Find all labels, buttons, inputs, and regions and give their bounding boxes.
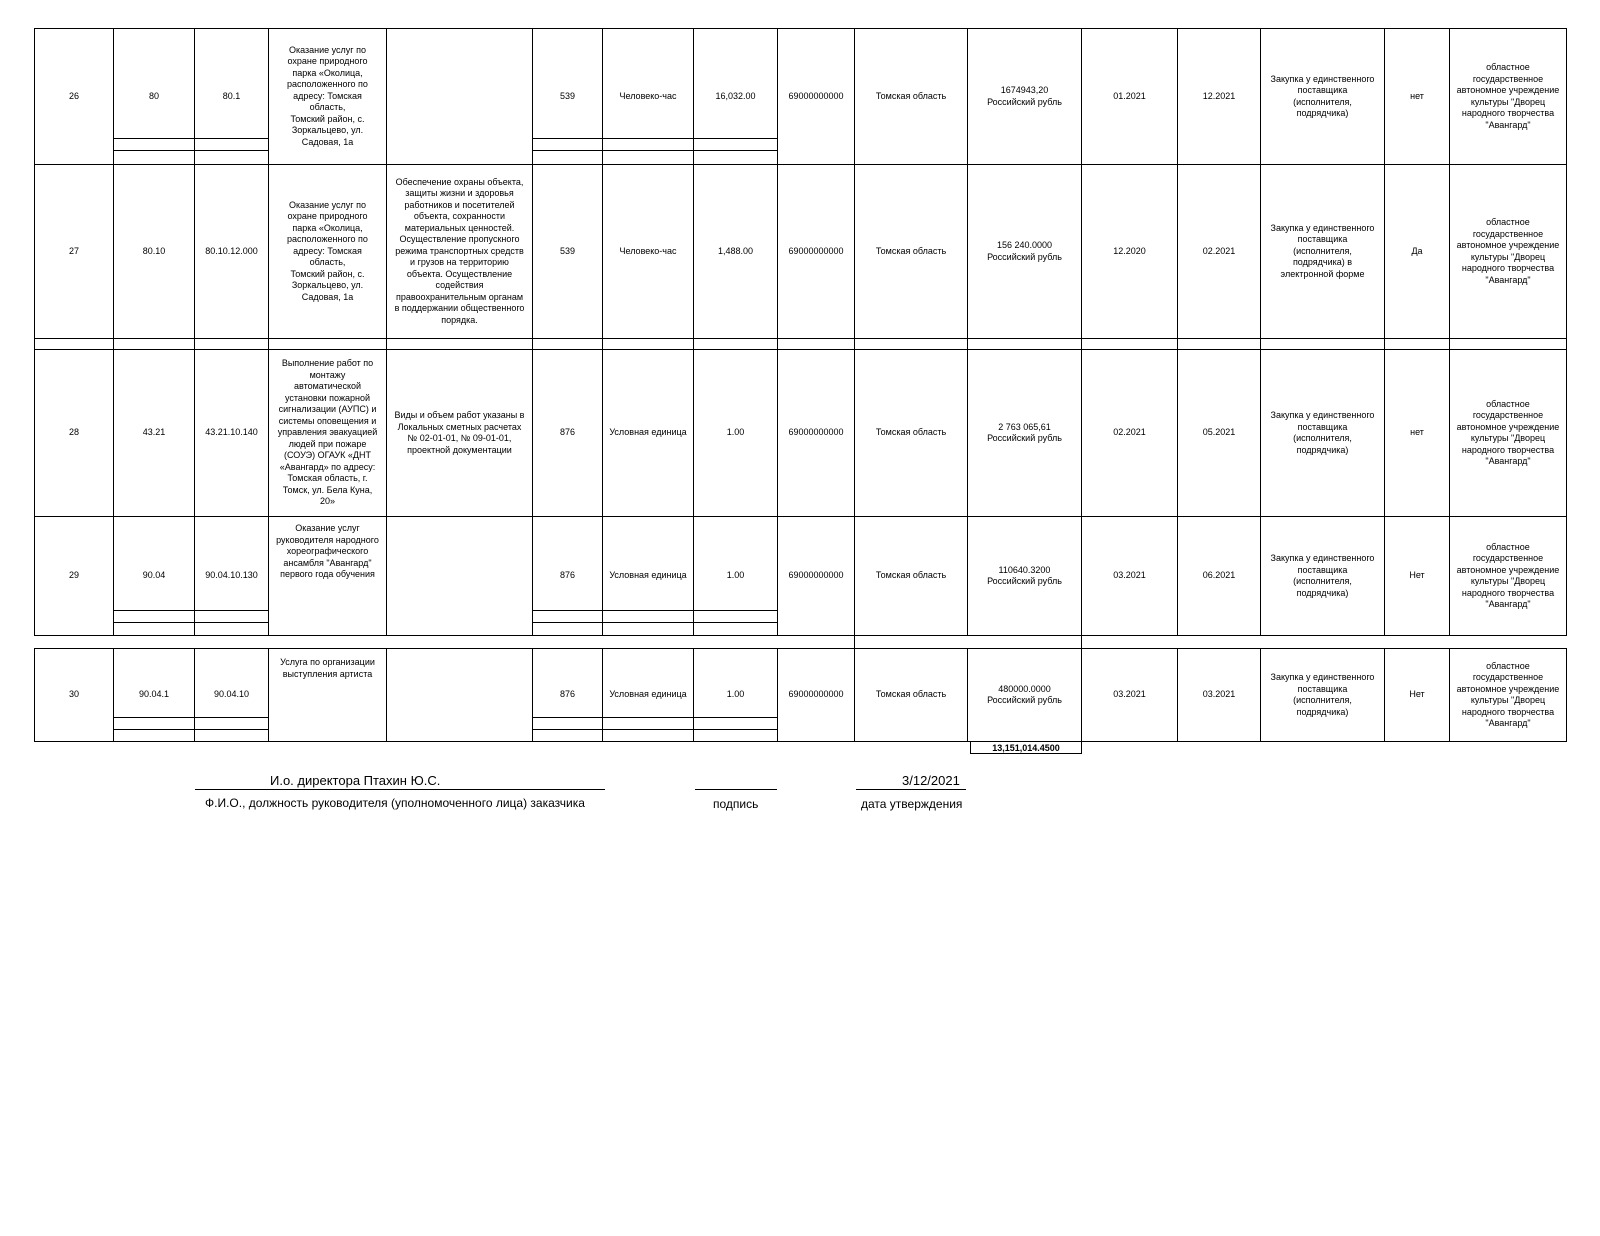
sub-row-line bbox=[693, 729, 777, 730]
separator-cell bbox=[854, 338, 968, 350]
purchase-method: Закупка у единственного поставщика (исполнителя, подрядчика) bbox=[1260, 648, 1385, 742]
purchase-method: Закупка у единственного поставщика (исполнителя, подрядчика) в электронной форме bbox=[1260, 164, 1385, 339]
separator-cell bbox=[967, 338, 1082, 350]
separator-cell bbox=[1177, 338, 1261, 350]
sub-row-line bbox=[113, 622, 194, 623]
purchase-method: Закупка у единственного поставщика (исполнителя, подрядчика) bbox=[1260, 28, 1385, 165]
sub-row-line bbox=[194, 138, 268, 139]
electronic-flag: нет bbox=[1384, 28, 1450, 165]
okpd-code: 43.21.10.140 bbox=[194, 349, 269, 517]
director-name: И.о. директора Птахин Ю.С. bbox=[270, 773, 441, 788]
region-name: Томская область bbox=[854, 349, 968, 517]
sub-row-line bbox=[532, 138, 602, 139]
sub-row-line bbox=[113, 150, 194, 151]
sub-row-line bbox=[693, 610, 777, 611]
sub-row-line bbox=[194, 717, 268, 718]
okved-code: 80 bbox=[113, 28, 195, 165]
sub-row-line bbox=[602, 717, 693, 718]
signature-line bbox=[695, 789, 777, 790]
sub-row-line bbox=[113, 138, 194, 139]
separator-cell bbox=[34, 338, 114, 350]
date-caption: дата утверждения bbox=[861, 797, 963, 811]
quantity: 1.00 bbox=[693, 648, 778, 742]
separator-cell bbox=[1260, 338, 1385, 350]
start-date: 03.2021 bbox=[1081, 516, 1178, 636]
okato-code: 69000000000 bbox=[777, 516, 855, 636]
region-name: Томская область bbox=[854, 164, 968, 339]
quantity: 1.00 bbox=[693, 349, 778, 517]
sub-row-line bbox=[532, 150, 602, 151]
name-line bbox=[195, 789, 605, 790]
end-date: 12.2021 bbox=[1177, 28, 1261, 165]
sub-row-line bbox=[194, 610, 268, 611]
requirements bbox=[386, 28, 533, 165]
electronic-flag: Нет bbox=[1384, 516, 1450, 636]
date-line bbox=[856, 789, 966, 790]
okei-code: 539 bbox=[532, 164, 603, 339]
separator-cell bbox=[194, 338, 269, 350]
purchase-subject: Оказание услуг по охране природного парка «Околица, расположенного по адресу: Томская область, Томский район, с. Зоркальцево, ул. Садовая, 1а bbox=[268, 28, 387, 165]
sub-row-line bbox=[693, 717, 777, 718]
sub-row-line bbox=[602, 610, 693, 611]
okato-code: 69000000000 bbox=[777, 28, 855, 165]
planned-price: 110640.3200 Российский рубль bbox=[967, 516, 1082, 636]
okei-code: 539 bbox=[532, 28, 603, 165]
planned-price: 156 240.0000 Российский рубль bbox=[967, 164, 1082, 339]
customer-name: областное государственное автономное учреждение культуры "Дворец народного творчества "Авангард" bbox=[1449, 516, 1567, 636]
sub-row-line bbox=[113, 717, 194, 718]
separator-cell bbox=[113, 338, 195, 350]
quantity: 1,488.00 bbox=[693, 164, 778, 339]
requirements bbox=[386, 516, 533, 636]
okato-code: 69000000000 bbox=[777, 349, 855, 517]
separator-cell bbox=[602, 338, 694, 350]
row-number: 27 bbox=[34, 164, 114, 339]
region-name: Томская область bbox=[854, 28, 968, 165]
approval-date: 3/12/2021 bbox=[902, 773, 960, 788]
requirements bbox=[386, 648, 533, 742]
electronic-flag: Да bbox=[1384, 164, 1450, 339]
separator-cell bbox=[1449, 338, 1567, 350]
sub-row-line bbox=[602, 729, 693, 730]
planned-price: 480000.0000 Российский рубль bbox=[967, 648, 1082, 742]
okved-code: 43.21 bbox=[113, 349, 195, 517]
customer-name: областное государственное автономное учреждение культуры "Дворец народного творчества "Авангард" bbox=[1449, 349, 1567, 517]
purchase-subject: Выполнение работ по монтажу автоматической установки пожарной сигнализации (АУПС) и системы оповещения и управления эвакуацией людей при пожаре (СОУЭ) ОГАУК «ДНТ «Авангард» по адресу: Томская область, г. Томск, ул. Бела Куна, 20» bbox=[268, 349, 387, 517]
okpd-code: 90.04.10 bbox=[194, 648, 269, 742]
okato-code: 69000000000 bbox=[777, 648, 855, 742]
okei-code: 876 bbox=[532, 516, 603, 636]
electronic-flag: нет bbox=[1384, 349, 1450, 517]
sub-row-line bbox=[113, 610, 194, 611]
purchase-subject: Услуга по организации выступления артиста bbox=[268, 648, 387, 742]
okpd-code: 80.1 bbox=[194, 28, 269, 165]
sub-row-line bbox=[113, 729, 194, 730]
requirements: Обеспечение охраны объекта, защиты жизни и здоровья работников и посетителей объекта, сохранности материальных ценностей. Осуществление пропускного режима транспортных средств и грузов на территорию объекта. Осуществление содействия правоохранительным органам в поддержании общественного порядка. bbox=[386, 164, 533, 339]
end-date: 06.2021 bbox=[1177, 516, 1261, 636]
sub-row-line bbox=[693, 150, 777, 151]
okpd-code: 90.04.10.130 bbox=[194, 516, 269, 636]
row-number: 28 bbox=[34, 349, 114, 517]
okpd-code: 80.10.12.000 bbox=[194, 164, 269, 339]
end-date: 03.2021 bbox=[1177, 648, 1261, 742]
start-date: 03.2021 bbox=[1081, 648, 1178, 742]
separator-cell bbox=[854, 635, 1082, 649]
okei-code: 876 bbox=[532, 349, 603, 517]
region-name: Томская область bbox=[854, 648, 968, 742]
purchase-method: Закупка у единственного поставщика (исполнителя, подрядчика) bbox=[1260, 349, 1385, 517]
unit-name: Человеко-час bbox=[602, 164, 694, 339]
separator-cell bbox=[268, 338, 387, 350]
sub-row-line bbox=[194, 622, 268, 623]
electronic-flag: Нет bbox=[1384, 648, 1450, 742]
purchase-subject: Оказание услуг руководителя народного хореографического ансамбля "Авангард" первого года обучения bbox=[268, 516, 387, 636]
start-date: 01.2021 bbox=[1081, 28, 1178, 165]
okved-code: 90.04 bbox=[113, 516, 195, 636]
okei-code: 876 bbox=[532, 648, 603, 742]
customer-name: областное государственное автономное учреждение культуры "Дворец народного творчества "Авангард" bbox=[1449, 648, 1567, 742]
separator-cell bbox=[386, 338, 533, 350]
sub-row-line bbox=[602, 622, 693, 623]
purchase-method: Закупка у единственного поставщика (исполнителя, подрядчика) bbox=[1260, 516, 1385, 636]
quantity: 16,032.00 bbox=[693, 28, 778, 165]
name-caption: Ф.И.О., должность руководителя (уполномоченного лица) заказчика bbox=[205, 796, 585, 810]
row-number: 29 bbox=[34, 516, 114, 636]
sub-row-line bbox=[194, 729, 268, 730]
sub-row-line bbox=[532, 729, 602, 730]
unit-name: Человеко-час bbox=[602, 28, 694, 165]
unit-name: Условная единица bbox=[602, 648, 694, 742]
sub-row-line bbox=[532, 610, 602, 611]
start-date: 02.2021 bbox=[1081, 349, 1178, 517]
region-name: Томская область bbox=[854, 516, 968, 636]
total-amount: 13,151,014.4500 bbox=[970, 741, 1082, 754]
separator-cell bbox=[1384, 338, 1450, 350]
planned-price: 2 763 065,61 Российский рубль bbox=[967, 349, 1082, 517]
row-number: 30 bbox=[34, 648, 114, 742]
sub-row-line bbox=[602, 150, 693, 151]
row-number: 26 bbox=[34, 28, 114, 165]
unit-name: Условная единица bbox=[602, 516, 694, 636]
separator-cell bbox=[1081, 338, 1178, 350]
sub-row-line bbox=[693, 622, 777, 623]
customer-name: областное государственное автономное учреждение культуры "Дворец народного творчества "Авангард" bbox=[1449, 28, 1567, 165]
customer-name: областное государственное автономное учреждение культуры "Дворец народного творчества "Авангард" bbox=[1449, 164, 1567, 339]
start-date: 12.2020 bbox=[1081, 164, 1178, 339]
signature-caption: подпись bbox=[713, 797, 759, 811]
okato-code: 69000000000 bbox=[777, 164, 855, 339]
end-date: 02.2021 bbox=[1177, 164, 1261, 339]
separator-cell bbox=[532, 338, 603, 350]
purchase-subject: Оказание услуг по охране природного парка «Околица, расположенного по адресу: Томская область, Томский район, с. Зоркальцево, ул. Садовая, 1а bbox=[268, 164, 387, 339]
okved-code: 90.04.1 bbox=[113, 648, 195, 742]
sub-row-line bbox=[532, 717, 602, 718]
sub-row-line bbox=[194, 150, 268, 151]
unit-name: Условная единица bbox=[602, 349, 694, 517]
sub-row-line bbox=[602, 138, 693, 139]
requirements: Виды и объем работ указаны в Локальных сметных расчетах № 02-01-01, № 09-01-01, проектной документации bbox=[386, 349, 533, 517]
quantity: 1.00 bbox=[693, 516, 778, 636]
separator-cell bbox=[693, 338, 778, 350]
end-date: 05.2021 bbox=[1177, 349, 1261, 517]
okved-code: 80.10 bbox=[113, 164, 195, 339]
planned-price: 1674943,20 Российский рубль bbox=[967, 28, 1082, 165]
separator-cell bbox=[777, 338, 855, 350]
sub-row-line bbox=[532, 622, 602, 623]
sub-row-line bbox=[693, 138, 777, 139]
